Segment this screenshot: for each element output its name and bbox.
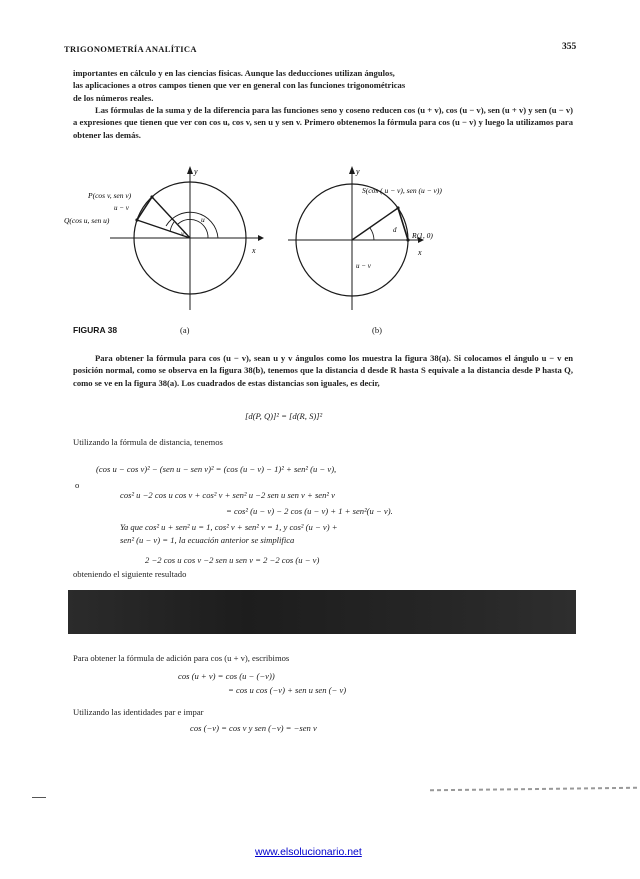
- intro-line-2: las aplicaciones a otros campos tienen que ver en general con las funciones trigonométricas: [73, 80, 406, 91]
- figure-38b: [290, 160, 530, 320]
- result-intro-text: obteniendo el siguiente resultado: [73, 569, 187, 579]
- eq-expand-2: cos² u −2 cos u cos v + cos² v + sen² u −2 sen u sen v + sen² v: [120, 490, 335, 500]
- eq-expand-3: = cos² (u − v) − 2 cos (u − v) + 1 + sen²(u − v).: [226, 506, 393, 516]
- point-p: [150, 195, 153, 198]
- running-header: TRIGONOMETRÍA ANALÍTICA: [64, 44, 197, 54]
- intro-line-1: importantes en cálculo y en las ciencias físicas. Aunque las deducciones utilizan ángulos,: [73, 68, 395, 78]
- label-u-minus-v-b: u − v: [356, 262, 371, 270]
- or-word: o: [75, 480, 80, 490]
- distance-intro-text: Utilizando la fórmula de distancia, tenemos: [73, 437, 223, 447]
- lead-text: Las: [95, 105, 111, 115]
- segment-rs: [398, 208, 408, 240]
- arc-u: [166, 212, 218, 238]
- margin-mark-right: [430, 787, 640, 792]
- eq-expand-1: (cos u − cos v)² − (sen u − sen v)² = (cos (u − v) − 1)² + sen² (u − v),: [96, 464, 337, 474]
- adicion-intro-text: Para obtener la fórmula de adición para cos (u + v), escribimos: [73, 653, 290, 663]
- intro-line-3: de los números reales.: [73, 92, 154, 103]
- mid-text: y de: [184, 105, 205, 115]
- label-u-minus-v-a: u − v: [114, 204, 129, 212]
- parimpar-intro: [73, 706, 573, 718]
- distance-paragraph-text: Para obtener la fórmula para cos (u − v), sean u y v ángulos como los muestra la figura 38(a). Si colocamos el ángulo u − v en posición normal, como se observa en la figura 38(b), tenemos que la distancia d desde R hasta S equivale a la distancia desde P hasta Q, como se ve en la figura 38(a). Los cuadrados de estas distancias son iguales, es decir,: [73, 353, 573, 388]
- label-v-a: v: [181, 229, 185, 238]
- footer-url-link[interactable]: www.elsolucionario.net: [255, 846, 362, 858]
- eq-add-2: = cos u cos (−v) + sen u sen (− v): [228, 685, 347, 695]
- label-q: Q(cos u, sen u): [64, 216, 110, 225]
- figure-38a: [64, 160, 290, 320]
- eq-distances: [d(P, Q)]² = [d(R, S)]²: [245, 411, 323, 421]
- bold-diferencia: la diferencia: [204, 105, 250, 115]
- label-s: S(cos ( u − v), sen (u − v)): [362, 186, 442, 195]
- point-s: [396, 206, 399, 209]
- x-label-b: x: [418, 248, 422, 257]
- arc-u-minus-v: [170, 222, 174, 232]
- chord-pq: [137, 197, 152, 220]
- eq-add-1: cos (u + v) = cos (u − (−v)): [178, 671, 275, 681]
- rest-text: para las funciones seno y coseno reducen cos (u + v), cos (u − v), sen (u + v) y sen (u − v) a expresiones que tienen que ver con cos u, cos v, sen u y sen v. Primero obtenemos la fórmula para cos (u − v) y luego la utilizamos para obtener las demás.: [73, 105, 573, 140]
- sum-difference-paragraph: [73, 104, 573, 141]
- point-q: [135, 218, 138, 221]
- eq-simplified: 2 −2 cos u cos v −2 sen u sen v = 2 −2 cos (u − v): [145, 555, 320, 565]
- parimpar-intro-text: Utilizando las identidades par e impar: [73, 707, 204, 717]
- adicion-intro: [73, 652, 573, 664]
- eq-parimpar: cos (−v) = cos v y sen (−v) = −sen v: [190, 723, 317, 733]
- bold-suma: fórmulas de la suma: [110, 105, 185, 115]
- label-r: R(1, 0): [412, 231, 433, 240]
- y-arrow-b: [349, 166, 355, 174]
- label-d: d: [393, 226, 397, 234]
- figure-sub-a: (a): [180, 325, 190, 335]
- label-p: P(cos v, sen v): [88, 191, 132, 200]
- sum-difference-text: [73, 104, 573, 141]
- x-label-a: x: [252, 246, 256, 255]
- intro-paragraph: [73, 67, 573, 104]
- y-label-b: y: [356, 167, 360, 176]
- margin-mark-left: [32, 797, 46, 798]
- ray-s: [352, 208, 398, 240]
- y-arrow-a: [187, 166, 193, 174]
- identity-line-1: Ya que cos² u + sen² u = 1, cos² v + sen² v = 1, y cos² (u − v) +: [120, 522, 338, 532]
- distance-intro: [73, 436, 573, 448]
- y-label-a: y: [194, 167, 198, 176]
- distance-paragraph: [73, 352, 573, 389]
- identity-line-2: sen² (u − v) = 1, la ecuación anterior se simplifica: [120, 535, 295, 545]
- label-u-a: u: [201, 215, 205, 224]
- figure-caption: FIGURA 38: [73, 325, 118, 335]
- result-intro: [73, 568, 573, 580]
- page-number: 355: [562, 42, 577, 52]
- x-arrow-a: [258, 235, 264, 241]
- figure-sub-b: (b): [372, 325, 382, 335]
- arc-u-minus-v-b: [370, 228, 374, 240]
- obscured-formula-box: [68, 590, 576, 634]
- point-r: [406, 238, 409, 241]
